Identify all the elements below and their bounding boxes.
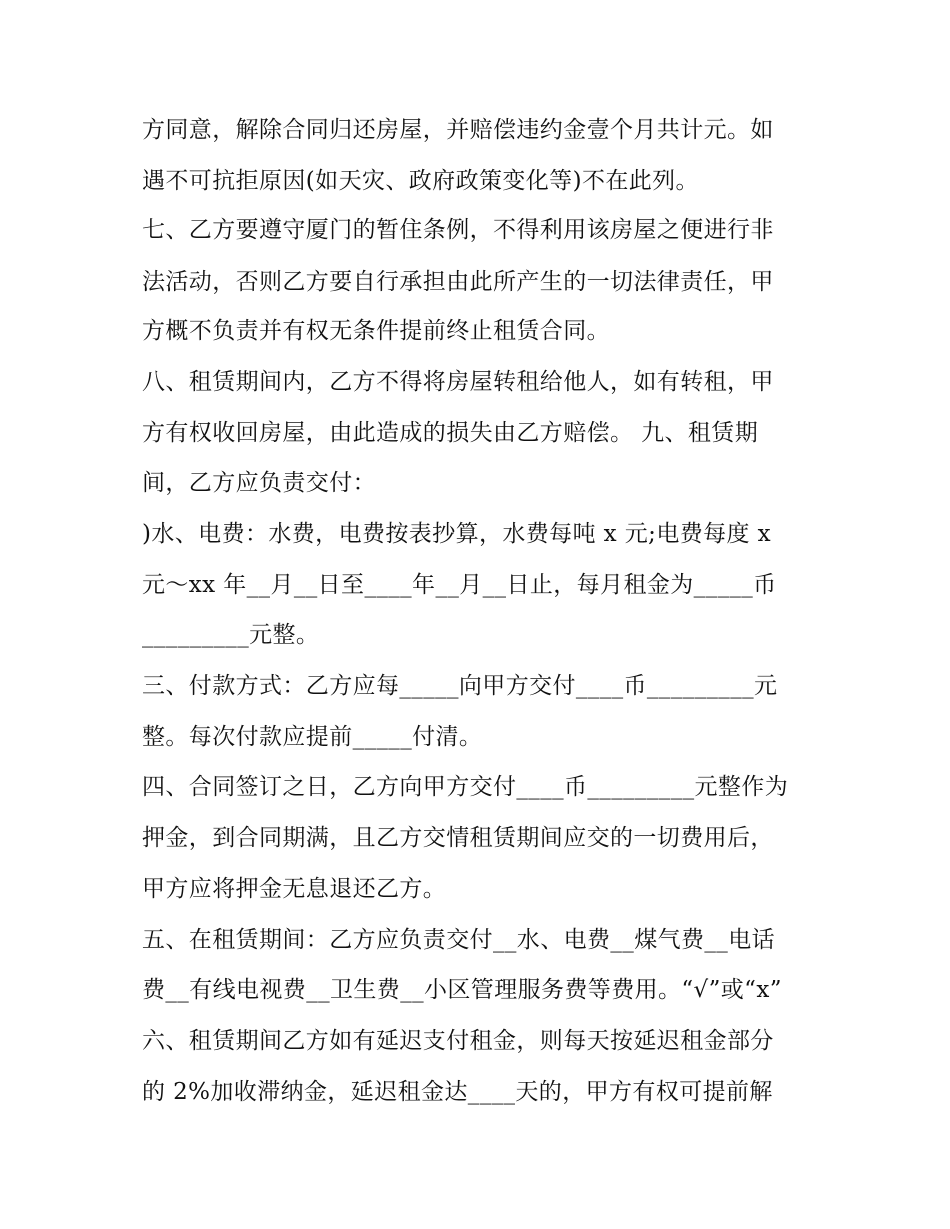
text-line: 押金，到合同期满，且乙方交情租赁期间应交的一切费用后， [142,825,774,851]
text-line: 方概不负责并有权无条件提前终止租赁合同。 [142,318,610,344]
text-line: 四、合同签订之日，乙方向甲方交付____币_________元整作为 [142,774,789,800]
text-line: 整。每次付款应提前_____付清。 [142,724,483,750]
text-line: 三、付款方式：乙方应每_____向甲方交付____币_________元 [142,673,778,699]
text-line: 六、租赁期间乙方如有延迟支付租金，则每天按延迟租金部分 [142,1028,774,1054]
text-line: _________元整。 [142,622,320,648]
text-line: )水、电费：水费，电费按表抄算，水费每吨 x 元;电费每度 x [142,521,771,547]
text-line: 甲方应将押金无息退还乙方。 [142,876,447,902]
text-line: 的 2%加收滞纳金，延迟租金达____天的，甲方有权可提前解 [142,1079,773,1105]
text-line: 间，乙方应负责交付： [142,470,376,496]
text-line: 五、在租赁期间：乙方应负责交付__水、电费__煤气费__电话 [142,927,775,953]
text-line: 七、乙方要遵守厦门的暂住条例，不得利用该房屋之便进行非 [142,217,774,243]
text-line: 法活动，否则乙方要自行承担由此所产生的一切法律责任，甲 [142,269,774,295]
text-line: 费__有线电视费__卫生费__小区管理服务费等费用。“√”或“x” [142,977,782,1003]
text-line: 元～xx 年__月__日至____年__月__日止，每月租金为_____币 [142,572,777,598]
text-line: 方同意，解除合同归还房屋，并赔偿违约金壹个月共计元。如 [142,117,774,143]
text-line: 方有权收回房屋，由此造成的损失由乙方赔偿。 九、租赁期 [142,420,759,446]
text-line: 遇不可抗拒原因(如天灾、政府政策变化等)不在此列。 [142,168,699,194]
text-line: 八、租赁期间内，乙方不得将房屋转租给他人，如有转租，甲 [142,369,774,395]
